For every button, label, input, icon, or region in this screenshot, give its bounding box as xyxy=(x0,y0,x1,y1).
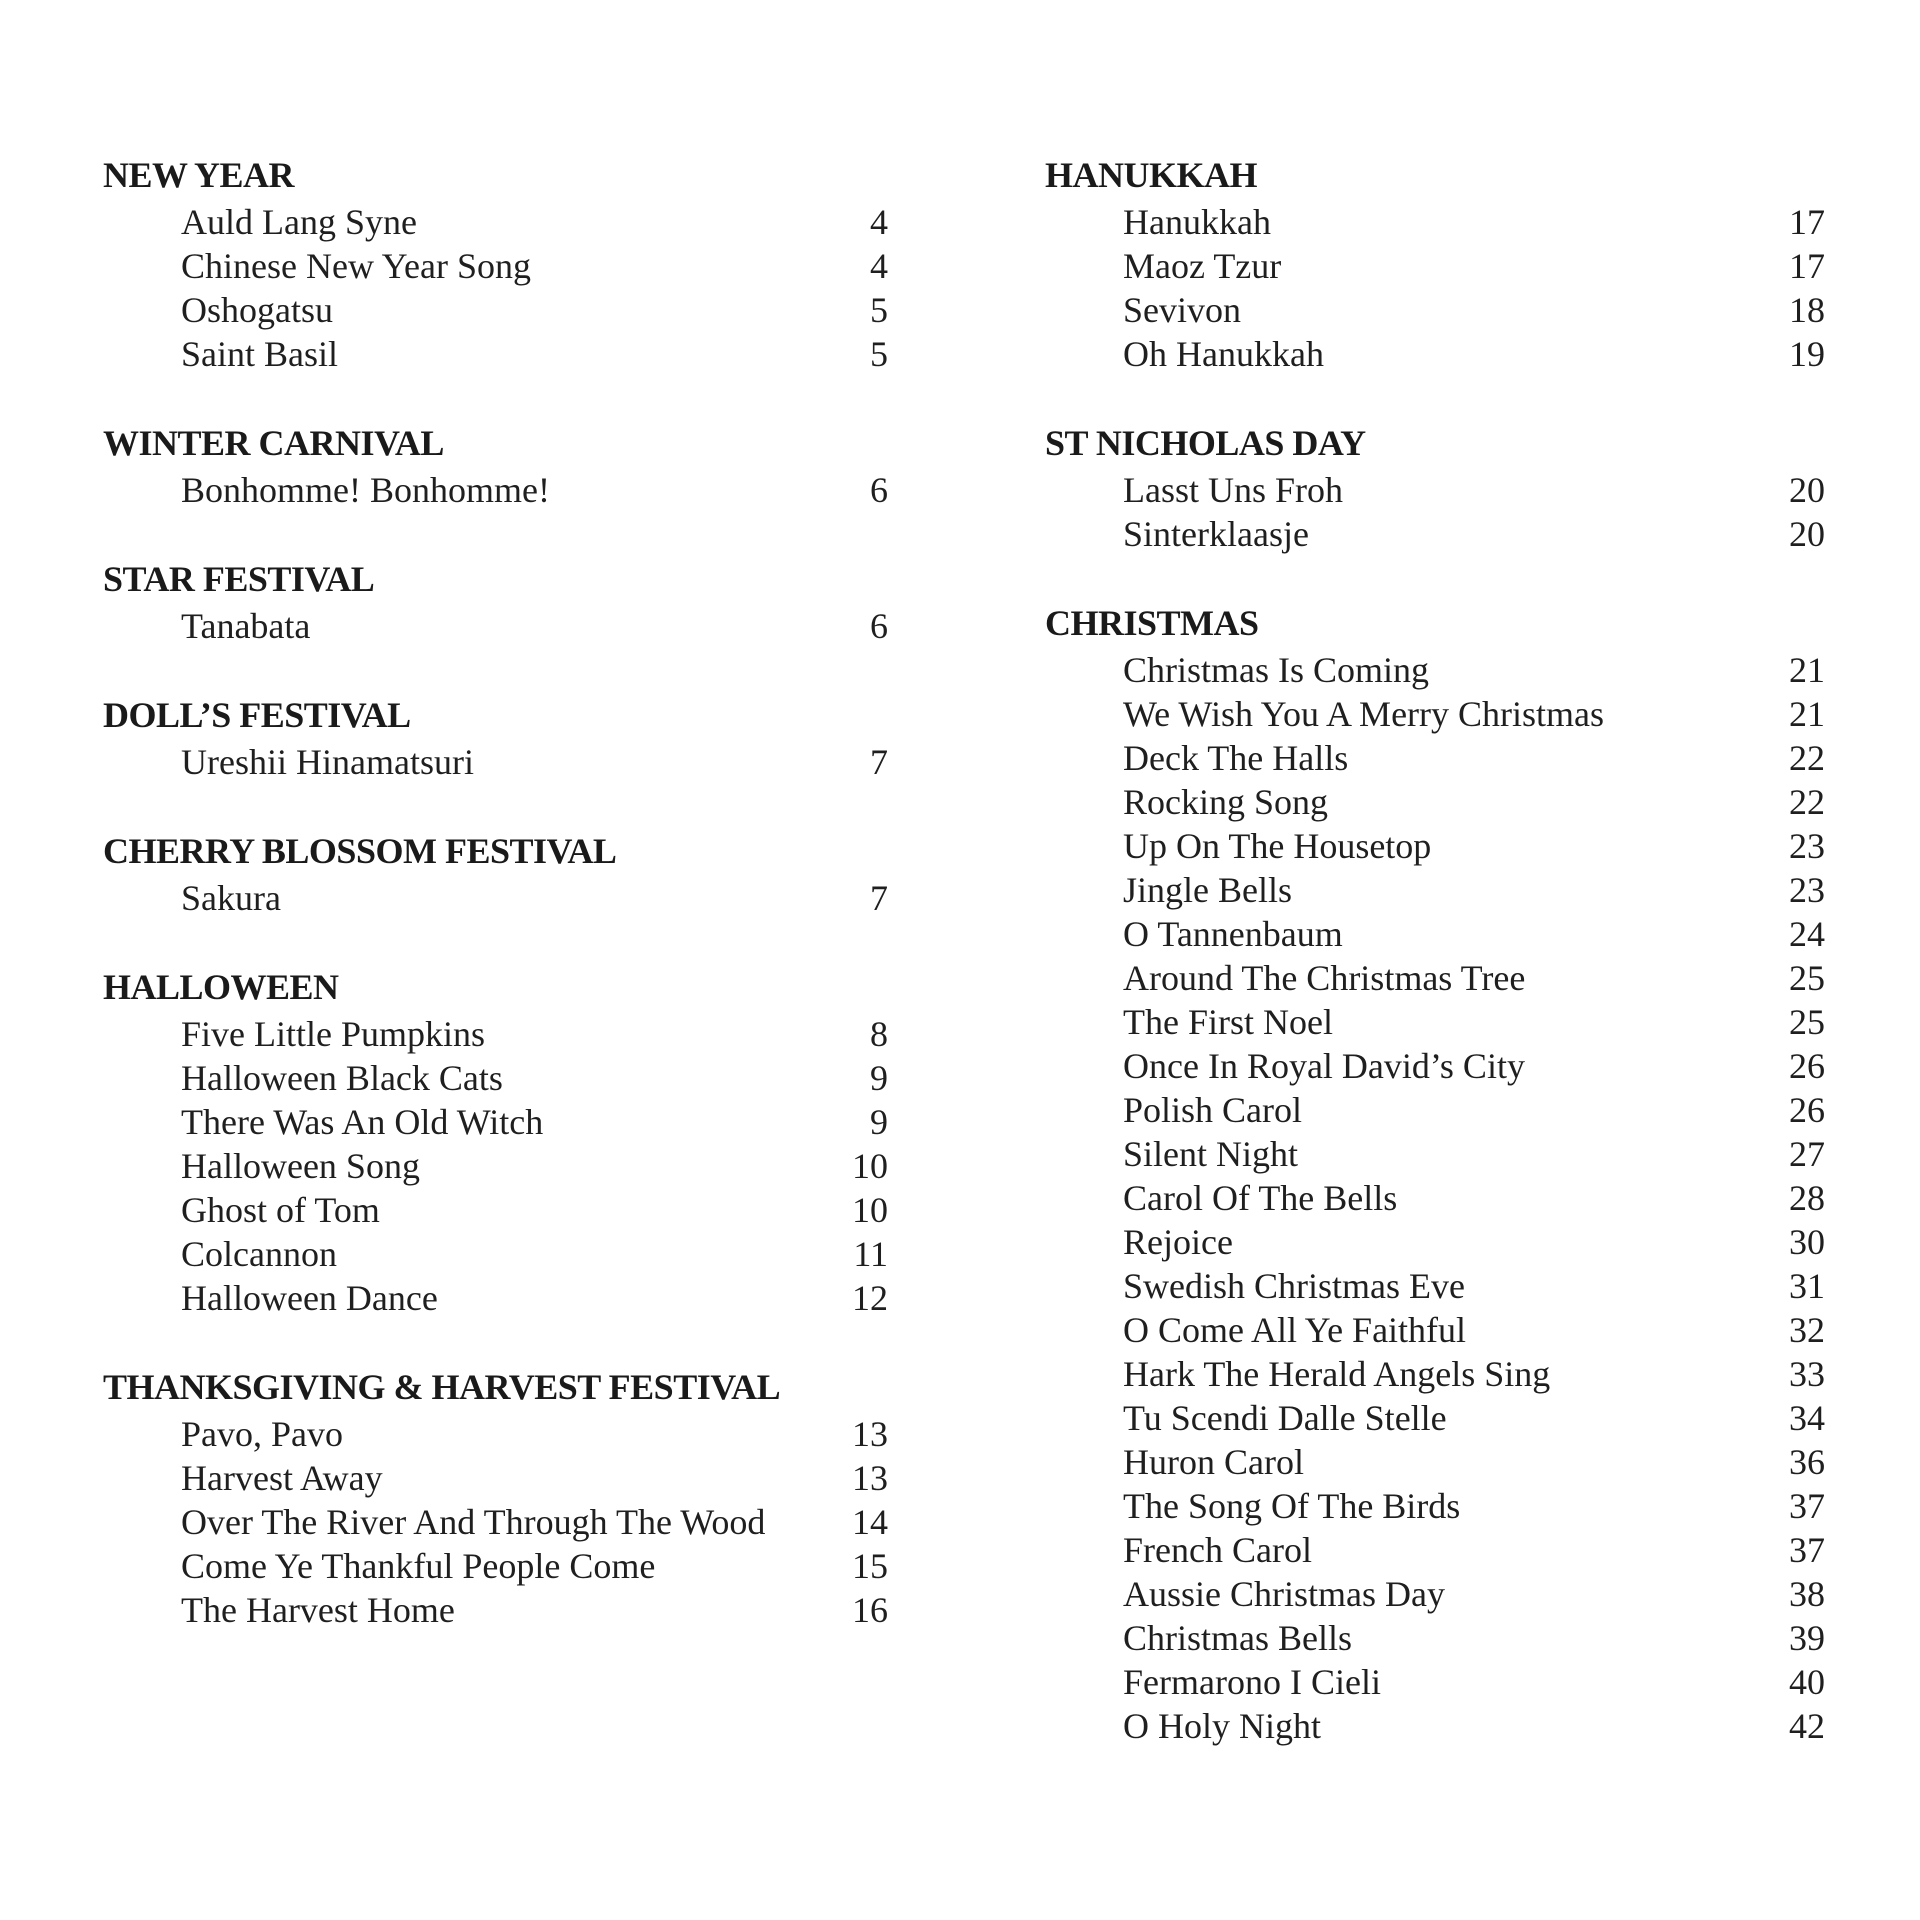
toc-entry[interactable] xyxy=(1045,1000,1825,1044)
entry-title: Halloween Dance xyxy=(181,1278,438,1318)
section-heading: STAR FESTIVAL xyxy=(103,559,375,599)
toc-entry[interactable] xyxy=(103,1588,888,1632)
entry-title: O Come All Ye Faithful xyxy=(1123,1310,1467,1350)
section-spacer xyxy=(103,1320,888,1362)
entry-title: Hanukkah xyxy=(1123,202,1271,242)
section-heading: WINTER CARNIVAL xyxy=(103,423,444,463)
entry-page-number: 4 xyxy=(870,202,888,242)
entry-page-number: 39 xyxy=(1789,1618,1825,1658)
toc-entry[interactable] xyxy=(1045,780,1825,824)
entry-title: Silent Night xyxy=(1123,1134,1299,1174)
entry-title: The Song Of The Birds xyxy=(1123,1486,1461,1526)
entry-title: Once In Royal David’s City xyxy=(1123,1046,1525,1086)
entry-page-number: 26 xyxy=(1789,1046,1825,1086)
entry-page-number: 15 xyxy=(852,1546,888,1586)
entry-title: The First Noel xyxy=(1123,1002,1333,1042)
toc-entry[interactable] xyxy=(1045,1616,1825,1660)
left-column xyxy=(103,150,888,1632)
section-spacer xyxy=(103,784,888,826)
toc-entry[interactable] xyxy=(1045,912,1825,956)
toc-entry[interactable] xyxy=(1045,1440,1825,1484)
entry-title: Huron Carol xyxy=(1123,1442,1304,1482)
entry-title: Auld Lang Syne xyxy=(181,202,417,242)
entry-page-number: 33 xyxy=(1789,1354,1825,1394)
entry-page-number: 6 xyxy=(870,470,888,510)
section-cherry-blossom-festival xyxy=(103,826,888,920)
toc-entry[interactable] xyxy=(1045,200,1825,244)
toc-entry[interactable] xyxy=(1045,1704,1825,1748)
entry-page-number: 6 xyxy=(870,606,888,646)
toc-entry[interactable] xyxy=(1045,1088,1825,1132)
entry-page-number: 7 xyxy=(870,742,888,782)
section-thanksgiving-harvest-festival xyxy=(103,1362,888,1632)
toc-entry[interactable] xyxy=(103,1544,888,1588)
entry-page-number: 37 xyxy=(1789,1486,1825,1526)
entry-page-number: 36 xyxy=(1789,1442,1825,1482)
entry-title: Oh Hanukkah xyxy=(1123,334,1324,374)
toc-entry[interactable] xyxy=(1045,244,1825,288)
entry-page-number: 11 xyxy=(853,1234,888,1274)
entry-page-number: 22 xyxy=(1789,738,1825,778)
entry-page-number: 38 xyxy=(1789,1574,1825,1614)
entry-title: Oshogatsu xyxy=(181,290,333,330)
entry-page-number: 37 xyxy=(1789,1530,1825,1570)
entry-page-number: 24 xyxy=(1789,914,1825,954)
entry-page-number: 12 xyxy=(852,1278,888,1318)
section-halloween xyxy=(103,962,888,1320)
section-st-nicholas-day xyxy=(1045,418,1825,556)
section-star-festival xyxy=(103,554,888,648)
entry-title: Maoz Tzur xyxy=(1123,246,1282,286)
section-new-year xyxy=(103,150,888,376)
section-heading: THANKSGIVING & HARVEST FESTIVAL xyxy=(103,1367,781,1407)
toc-entry[interactable] xyxy=(1045,868,1825,912)
entry-page-number: 20 xyxy=(1789,470,1825,510)
entry-title: Rejoice xyxy=(1123,1222,1233,1262)
toc-entry[interactable] xyxy=(1045,288,1825,332)
toc-entry[interactable] xyxy=(1045,1660,1825,1704)
toc-entry[interactable] xyxy=(103,876,888,920)
entry-title: Lasst Uns Froh xyxy=(1123,470,1344,510)
toc-entry[interactable] xyxy=(103,740,888,784)
entry-page-number: 9 xyxy=(870,1102,888,1142)
toc-entry[interactable] xyxy=(103,1276,888,1320)
toc-entry[interactable] xyxy=(1045,1264,1825,1308)
toc-entry[interactable] xyxy=(1045,468,1825,512)
right-column xyxy=(1045,150,1825,1748)
section-heading: ST NICHOLAS DAY xyxy=(1045,423,1366,463)
section-spacer xyxy=(103,648,888,690)
entry-page-number: 31 xyxy=(1789,1266,1825,1306)
entry-title: Come Ye Thankful People Come xyxy=(181,1546,656,1586)
section-spacer xyxy=(103,376,888,418)
entry-page-number: 22 xyxy=(1789,782,1825,822)
entry-title: Saint Basil xyxy=(181,334,339,374)
entry-title: Pavo, Pavo xyxy=(181,1414,343,1454)
entry-page-number: 17 xyxy=(1789,246,1825,286)
entry-page-number: 25 xyxy=(1789,1002,1825,1042)
entry-title: Harvest Away xyxy=(181,1458,383,1498)
entry-page-number: 5 xyxy=(870,334,888,374)
entry-title: Aussie Christmas Day xyxy=(1123,1574,1445,1614)
entry-title: The Harvest Home xyxy=(181,1590,455,1630)
entry-page-number: 21 xyxy=(1789,694,1825,734)
section-heading: CHRISTMAS xyxy=(1045,603,1259,643)
entry-page-number: 20 xyxy=(1789,514,1825,554)
section-spacer xyxy=(103,920,888,962)
section-winter-carnival xyxy=(103,418,888,512)
toc-entry[interactable] xyxy=(1045,1572,1825,1616)
entry-title: Christmas Is Coming xyxy=(1123,650,1430,690)
entry-page-number: 27 xyxy=(1789,1134,1825,1174)
entry-title: Halloween Black Cats xyxy=(181,1058,503,1098)
toc-entry[interactable] xyxy=(1045,736,1825,780)
toc-entry[interactable] xyxy=(1045,1352,1825,1396)
toc-entry[interactable] xyxy=(1045,1528,1825,1572)
toc-entry[interactable] xyxy=(1045,1308,1825,1352)
entry-title: Five Little Pumpkins xyxy=(181,1014,486,1054)
toc-entry[interactable] xyxy=(103,1144,888,1188)
toc-entry[interactable] xyxy=(103,288,888,332)
entry-title: Carol Of The Bells xyxy=(1123,1178,1398,1218)
entry-page-number: 17 xyxy=(1789,202,1825,242)
entry-page-number: 13 xyxy=(852,1414,888,1454)
entry-title: Sinterklaasje xyxy=(1123,514,1309,554)
entry-page-number: 16 xyxy=(852,1590,888,1630)
entry-title: Over The River And Through The Wood xyxy=(181,1502,766,1542)
toc-entry[interactable] xyxy=(103,1012,888,1056)
entry-page-number: 7 xyxy=(870,878,888,918)
section-spacer xyxy=(1045,556,1825,598)
entry-title: Bonhomme! Bonhomme! xyxy=(181,470,550,510)
entry-title: Fermarono I Cieli xyxy=(1123,1662,1381,1702)
entry-title: Up On The Housetop xyxy=(1123,826,1432,866)
entry-page-number: 28 xyxy=(1789,1178,1825,1218)
toc-entry[interactable] xyxy=(103,604,888,648)
toc-entry[interactable] xyxy=(1045,512,1825,556)
toc-entry[interactable] xyxy=(1045,1044,1825,1088)
entry-title: Swedish Christmas Eve xyxy=(1123,1266,1465,1306)
entry-title: Tanabata xyxy=(181,606,311,646)
entry-title: Around The Christmas Tree xyxy=(1123,958,1526,998)
toc-entry[interactable] xyxy=(103,1232,888,1276)
toc-entry[interactable] xyxy=(103,200,888,244)
entry-page-number: 42 xyxy=(1789,1706,1825,1746)
entry-title: There Was An Old Witch xyxy=(181,1102,544,1142)
entry-title: Sevivon xyxy=(1123,290,1242,330)
toc-entry[interactable] xyxy=(103,1100,888,1144)
toc-entry[interactable] xyxy=(103,1456,888,1500)
entry-page-number: 23 xyxy=(1789,826,1825,866)
toc-entry[interactable] xyxy=(103,468,888,512)
toc-entry[interactable] xyxy=(1045,1484,1825,1528)
section-spacer xyxy=(1045,376,1825,418)
entry-title: Hark The Herald Angels Sing xyxy=(1123,1354,1551,1394)
section-hanukkah xyxy=(1045,150,1825,376)
toc-entry[interactable] xyxy=(103,1188,888,1232)
toc-entry[interactable] xyxy=(103,332,888,376)
entry-title: Christmas Bells xyxy=(1123,1618,1353,1658)
toc-entry[interactable] xyxy=(1045,1396,1825,1440)
entry-page-number: 9 xyxy=(870,1058,888,1098)
toc-entry[interactable] xyxy=(1045,824,1825,868)
entry-page-number: 26 xyxy=(1789,1090,1825,1130)
entry-title: Sakura xyxy=(181,878,281,918)
section-heading: NEW YEAR xyxy=(103,155,295,195)
section-heading: DOLL’S FESTIVAL xyxy=(103,695,411,735)
section-heading: HALLOWEEN xyxy=(103,967,339,1007)
entry-page-number: 30 xyxy=(1789,1222,1825,1262)
toc-entry[interactable] xyxy=(103,1500,888,1544)
section-spacer xyxy=(103,512,888,554)
entry-title: Jingle Bells xyxy=(1123,870,1292,910)
toc-entry[interactable] xyxy=(103,244,888,288)
toc-entry[interactable] xyxy=(1045,1132,1825,1176)
entry-page-number: 5 xyxy=(870,290,888,330)
entry-page-number: 10 xyxy=(852,1146,888,1186)
entry-title: Chinese New Year Song xyxy=(181,246,531,286)
toc-entry[interactable] xyxy=(1045,648,1825,692)
entry-title: Deck The Halls xyxy=(1123,738,1349,778)
entry-page-number: 19 xyxy=(1789,334,1825,374)
entry-page-number: 25 xyxy=(1789,958,1825,998)
entry-page-number: 10 xyxy=(852,1190,888,1230)
entry-page-number: 21 xyxy=(1789,650,1825,690)
entry-page-number: 34 xyxy=(1789,1398,1825,1438)
toc-entry[interactable] xyxy=(103,1412,888,1456)
entry-page-number: 4 xyxy=(870,246,888,286)
entry-title: O Tannenbaum xyxy=(1123,914,1343,954)
entry-title: Ureshii Hinamatsuri xyxy=(181,742,474,782)
toc-entry[interactable] xyxy=(1045,956,1825,1000)
section-heading: CHERRY BLOSSOM FESTIVAL xyxy=(103,831,617,871)
entry-title: Ghost of Tom xyxy=(181,1190,380,1230)
toc-entry[interactable] xyxy=(1045,692,1825,736)
entry-title: Polish Carol xyxy=(1123,1090,1303,1130)
section-heading: HANUKKAH xyxy=(1045,155,1257,195)
toc-entry[interactable] xyxy=(1045,332,1825,376)
section-christmas xyxy=(1045,598,1825,1748)
toc-entry[interactable] xyxy=(1045,1220,1825,1264)
entry-title: We Wish You A Merry Christmas xyxy=(1123,694,1605,734)
entry-title: Halloween Song xyxy=(181,1146,420,1186)
entry-page-number: 32 xyxy=(1789,1310,1825,1350)
entry-page-number: 13 xyxy=(852,1458,888,1498)
entry-title: Tu Scendi Dalle Stelle xyxy=(1123,1398,1447,1438)
toc-entry[interactable] xyxy=(103,1056,888,1100)
section-doll-s-festival xyxy=(103,690,888,784)
entry-title: O Holy Night xyxy=(1123,1706,1321,1746)
entry-page-number: 8 xyxy=(870,1014,888,1054)
entry-page-number: 40 xyxy=(1789,1662,1825,1702)
entry-page-number: 18 xyxy=(1789,290,1825,330)
entry-title: Rocking Song xyxy=(1123,782,1329,822)
entry-title: Colcannon xyxy=(181,1234,337,1274)
toc-entry[interactable] xyxy=(1045,1176,1825,1220)
entry-page-number: 14 xyxy=(852,1502,888,1542)
entry-title: French Carol xyxy=(1123,1530,1312,1570)
entry-page-number: 23 xyxy=(1789,870,1825,910)
